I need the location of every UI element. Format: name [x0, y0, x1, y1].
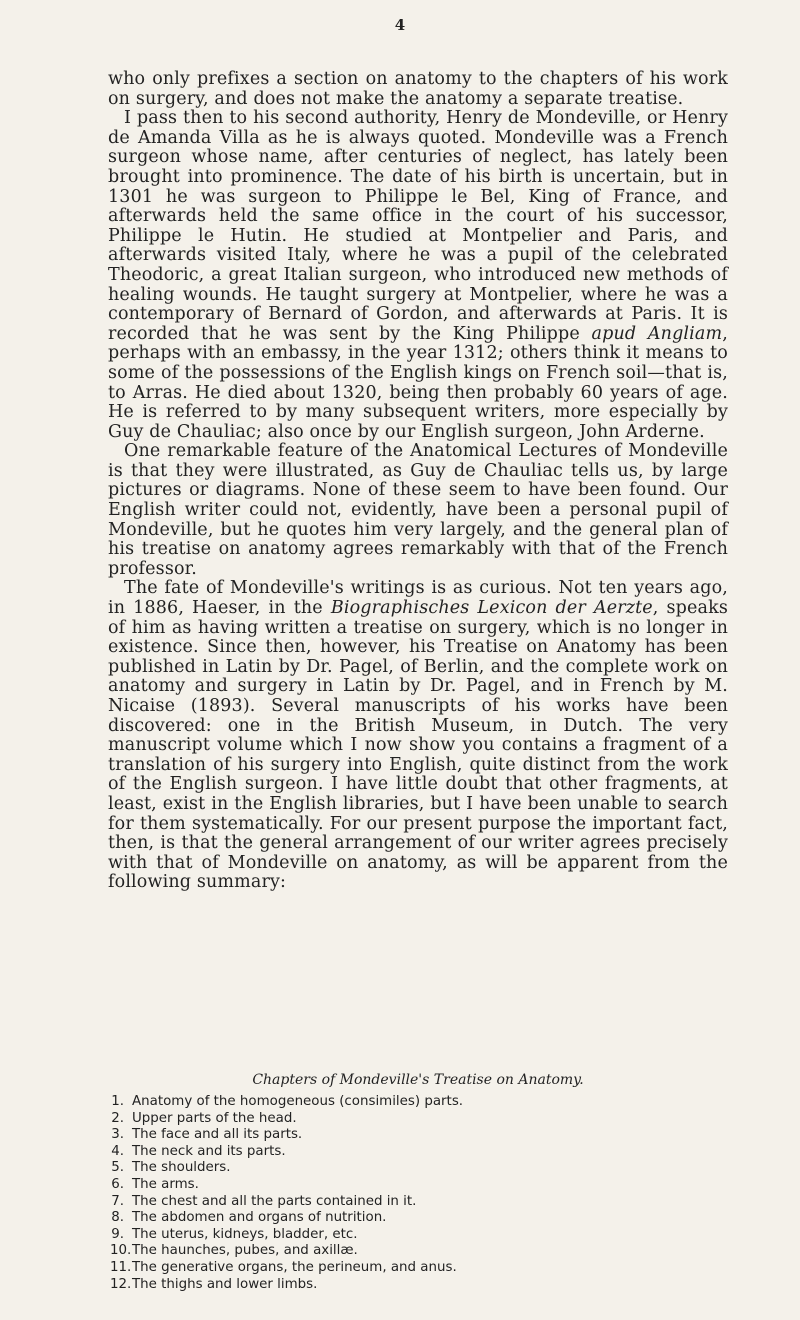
text-segment: , perhaps with an embassy, in the year 1312; others think it means to some of the possessions of the English kings on French soil—that is, to Arras. He died about 1320, being then probably 60 years of age. He is referred to by many subsequent writers, more especially by Guy de Chauliac; also once by our English surgeon, John Arderne. — [108, 323, 728, 442]
chapter-number: 7. — [111, 1193, 124, 1209]
chapter-title: The neck and its parts. — [132, 1143, 286, 1159]
chapter-title: The thighs and lower limbs. — [132, 1276, 318, 1292]
chapter-number: 1. — [111, 1094, 124, 1109]
body-text — [108, 70, 728, 893]
list-item — [108, 1111, 728, 1128]
chapter-number: 2. — [111, 1110, 124, 1126]
list-item — [108, 1194, 728, 1211]
text-segment: , speaks of him as having written a treatise on surgery, which is no longer in existence. Since then, however, his Treatise on Anatomy has been published in Latin by Dr. Pagel, of Berlin, and the complete work on anatomy and surgery in Latin by Dr. Pagel, and in French by M. Nicaise (1893). Several manuscripts of his works have been discovered: one in the British Museum, in Dutch. The very manuscript volume which I now show you contains a fragment of a translation of his surgery into English, quite distinct from the work of the English surgeon. I have little doubt that other fragments, at least, exist in the English libraries, but I have been unable to search for them systematically. For our present purpose the important fact, then, is that the general arrangement of our writer agrees precisely with that of Mondeville on anatomy, as will be apparent from the following summary: — [108, 598, 728, 893]
paragraph — [108, 442, 728, 579]
list-item — [108, 1127, 728, 1144]
list-item — [108, 1094, 728, 1111]
chapter-number: 10. — [110, 1243, 132, 1259]
chapter-title: Upper parts of the head. — [132, 1110, 297, 1126]
text-segment: I pass then to his second authority, Henry de Mondeville, or Henry de Amanda Villa as he is always quoted. Mondeville was a French surgeon whose name, after centuries of neglect, has lately been brought into prominence. The date of his birth is uncertain, but in 1301 he was surgeon to Philippe le Bel, King of France, and afterwards held the same office in the court of his successor, Philippe le Hutin. He studied at Montpelier and Paris, and afterwards visited Italy, where he was a pupil of the celebrated Theodoric, a great Italian surgeon, who introduced new methods of healing wounds. He taught surgery at Montpelier, where he was a contemporary of Bernard of Gordon, and afterwards at Paris. It is recorded that he was sent by the King Philippe — [108, 108, 728, 344]
list-item — [108, 1160, 728, 1177]
text-segment: One remarkable feature of the Anatomical Lectures of Mondeville is that they were illustrated, as Guy de Chauliac tells us, by large pictures or diagrams. None of these seem to have been found. Our English writer could not, evidently, have been a personal pupil of Mondeville, but he quotes him very largely, and the general plan of his treatise on anatomy agrees remarkably with that of the French professor. — [108, 441, 728, 579]
chapter-number: 4. — [111, 1143, 124, 1159]
text-segment: who only prefixes a section on anatomy to the chapters of his work on surgery, and does not make the anatomy a separate treatise. — [108, 69, 728, 109]
paragraph — [108, 70, 728, 109]
chapter-number: 3. — [111, 1127, 124, 1143]
chapter-summary — [108, 1072, 728, 1293]
chapter-title: The face and all its parts. — [132, 1127, 303, 1143]
chapter-title: The abdomen and organs of nutrition. — [132, 1210, 387, 1226]
chapter-title: The chest and all the parts contained in it. — [132, 1193, 417, 1209]
chapter-number: 12. — [110, 1276, 132, 1292]
chapter-number: 6. — [111, 1176, 124, 1192]
paragraph — [108, 579, 728, 893]
chapter-number: 9. — [111, 1226, 124, 1242]
list-item — [108, 1144, 728, 1161]
chapter-number: 5. — [111, 1160, 124, 1176]
text-segment: The fate of Mondeville's writings is as curious. Not ten years ago, in 1886, Haeser, in the — [108, 578, 728, 619]
page-number: 4 — [394, 16, 406, 34]
chapter-title: The haunches, pubes, and axillæ. — [132, 1243, 358, 1259]
italic-text: apud Angliam — [591, 323, 723, 344]
list-item — [108, 1277, 728, 1294]
chapter-title: The uterus, kidneys, bladder, etc. — [132, 1226, 358, 1242]
list-item — [108, 1227, 728, 1244]
list-item — [108, 1260, 728, 1277]
paragraph — [108, 109, 728, 442]
summary-list — [108, 1094, 728, 1293]
list-item — [108, 1177, 728, 1194]
summary-title: Chapters of Mondeville's Treatise on Anatomy. — [252, 1072, 584, 1088]
chapter-number: 11. — [110, 1259, 132, 1275]
chapter-title: The arms. — [132, 1176, 199, 1192]
list-item — [108, 1210, 728, 1227]
italic-text: Biographisches Lexicon der Aerzte — [330, 598, 653, 619]
chapter-title: The generative organs, the perineum, and anus. — [132, 1259, 457, 1275]
chapter-number: 8. — [111, 1210, 124, 1226]
chapter-title: The shoulders. — [132, 1160, 231, 1176]
list-item — [108, 1243, 728, 1260]
chapter-title: Anatomy of the homogeneous (consimiles) parts. — [132, 1094, 464, 1109]
